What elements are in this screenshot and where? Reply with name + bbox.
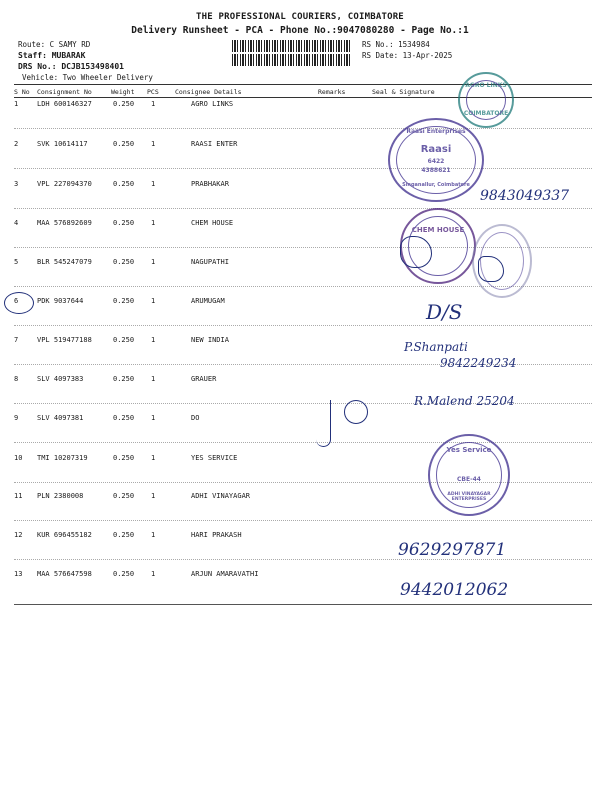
row-sno: 3 [14,180,19,188]
table-row [0,454,600,494]
row-sno: 1 [14,100,19,108]
row-consignee: RAASI ENTER [191,140,238,148]
row-consignment: MAA 576647598 [37,570,92,578]
row-weight: 0.250 [113,570,135,578]
row-pcs: 1 [151,100,156,108]
row-pcs: 1 [151,297,156,305]
row-pcs: 1 [151,531,156,539]
row-weight: 0.250 [113,140,135,148]
col-header-sno: S No [14,88,30,96]
row-weight: 0.250 [113,375,135,383]
row-consignment: MAA 576892609 [37,219,92,227]
row-weight: 0.250 [113,492,135,500]
table-row [0,414,600,454]
col-header-consignee: Consignee Details [175,88,242,96]
barcode-image [232,40,352,52]
staff-label: Staff: MUBARAK [18,51,86,60]
row-sno: 13 [14,570,23,578]
row-consignment: KUR 696455182 [37,531,92,539]
row-consignee: NAGUPATHI [191,258,229,266]
row-consignment: SVK 10614117 [37,140,88,148]
row-pcs: 1 [151,375,156,383]
row-sno: 6 [14,297,19,305]
col-header-weight: Weight [111,88,135,96]
row-consignee: ADHI VINAYAGAR [191,492,251,500]
handwritten-signature: R.Malend 25204 [414,394,515,408]
handwritten-phone: 9843049337 [480,188,570,204]
row-sno: 12 [14,531,23,539]
row-consignee: ARJUN AMARAVATHI [191,570,259,578]
rs-date: RS Date: 13-Apr-2025 [362,51,453,60]
row-consignment: SLV 4097383 [37,375,84,383]
row-weight: 0.250 [113,531,135,539]
row-sno: 7 [14,336,19,344]
row-weight: 0.250 [113,414,135,422]
row-consignee: AGRO LINKS [191,100,234,108]
row-consignment: VPL 227094370 [37,180,92,188]
row-sno: 11 [14,492,23,500]
row-sno: 9 [14,414,19,422]
row-sno: 8 [14,375,19,383]
table-row [0,140,600,180]
handwritten-circle-mark [4,292,34,314]
row-pcs: 1 [151,336,156,344]
row-sno: 2 [14,140,19,148]
row-pcs: 1 [151,414,156,422]
row-pcs: 1 [151,219,156,227]
drs-number: DRS No.: DCJB153498401 [18,62,124,71]
row-consignment: PLN 2380008 [37,492,84,500]
col-header-consignment: Consignment No [37,88,92,96]
yes-service-stamp: Yes Service CBE-44 ADHI VINAYAGAR ENTERPRISES [428,434,510,516]
table-row [0,531,600,571]
handwritten-signature: P.Shanpati [404,340,468,354]
handwritten-phone: 9442012062 [400,580,509,600]
row-pcs: 1 [151,180,156,188]
row-weight: 0.250 [113,100,135,108]
barcode-image [232,54,352,66]
row-pcs: 1 [151,454,156,462]
col-header-pcs: PCS [147,88,159,96]
row-pcs: 1 [151,140,156,148]
rs-number: RS No.: 1534984 [362,40,430,49]
row-consignee: PRABHAKAR [191,180,229,188]
row-consignment: LDH 600146327 [37,100,92,108]
table-row [0,570,600,610]
row-weight: 0.250 [113,258,135,266]
vehicle-label: Vehicle: Two Wheeler Delivery [22,73,153,82]
row-weight: 0.250 [113,336,135,344]
row-pcs: 1 [151,258,156,266]
row-consignee: NEW INDIA [191,336,229,344]
handwritten-phone: 9629297871 [398,540,507,560]
row-consignee: YES SERVICE [191,454,238,462]
row-consignee: GRAUER [191,375,217,383]
row-pcs: 1 [151,492,156,500]
row-consignment: TMI 10207319 [37,454,88,462]
row-pcs: 1 [151,570,156,578]
route-label: Route: C SAMY RD [18,40,91,49]
col-header-remarks: Remarks [318,88,346,96]
row-consignee: DO [191,414,200,422]
chem-house-stamp: CHEM HOUSE [400,208,476,284]
handwritten-circle-mark [344,400,368,424]
table-row [0,297,600,337]
col-header-seal: Seal & Signature [372,88,435,96]
document-subtitle: Delivery Runsheet - PCA - Phone No.:9047080280 - Page No.:1 [131,25,469,36]
row-consignee: ARUMUGAM [191,297,225,305]
row-weight: 0.250 [113,454,135,462]
row-sno: 4 [14,219,19,227]
row-consignment: BLR 545247079 [37,258,92,266]
row-sno: 10 [14,454,23,462]
document-title: THE PROFESSIONAL COURIERS, COIMBATORE [196,12,404,22]
handwritten-signature-scribble [400,236,432,268]
handwritten-ds: D/S [426,300,463,324]
row-consignment: SLV 4097381 [37,414,84,422]
row-consignment: PDK 9037644 [37,297,84,305]
handwritten-phone: 9842249234 [440,356,517,370]
row-consignment: VPL 519477188 [37,336,92,344]
row-consignee: CHEM HOUSE [191,219,234,227]
row-weight: 0.250 [113,219,135,227]
row-weight: 0.250 [113,180,135,188]
row-weight: 0.250 [113,297,135,305]
table-row [0,492,600,532]
agro-links-stamp: AGRO LINKS COIMBATORE [458,72,514,128]
handwritten-stroke-mark [316,400,331,447]
row-sno: 5 [14,258,19,266]
raasi-enterprises-stamp: Raasi Enterprises Raasi 6422 4388621 Singanallur, Coimbatore [388,118,484,202]
row-consignee: HARI PRAKASH [191,531,242,539]
